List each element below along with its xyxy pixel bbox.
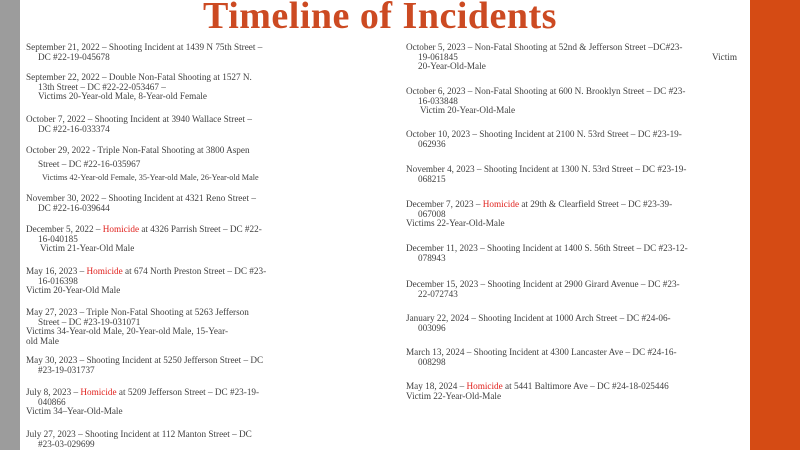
incident-line: November 4, 2023 – Shooting Incident at 1300 N. 53rd Street – DC #23-19- xyxy=(406,164,687,174)
victim-info: Victims 34-Year-old Male, 20-Year-old Male, 15-Year- xyxy=(26,326,229,337)
incident-line: May 27, 2023 – Triple Non-Fatal Shooting at 5263 Jefferson xyxy=(26,307,249,317)
incident-entry xyxy=(406,244,742,263)
dc-number: 16-016398 xyxy=(38,275,78,286)
victim-info: Victim 34–Year-Old-Male xyxy=(26,406,123,417)
incident-line: Street – DC #22-16-035967 xyxy=(38,158,141,169)
incident-entry xyxy=(406,314,742,333)
incident-date: December 5, 2022 – xyxy=(26,224,103,234)
incident-entry xyxy=(406,200,742,229)
left-accent-bar xyxy=(0,0,20,450)
incident-line: January 22, 2024 – Shooting Incident at 1000 Arch Street – DC #24-06- xyxy=(406,313,671,323)
incident-line: December 11, 2023 – Shooting Incident at 1400 S. 56th Street – DC #23-12- xyxy=(406,243,688,253)
incident-entry xyxy=(26,388,324,417)
dc-number: 068215 xyxy=(418,173,446,184)
incident-entry xyxy=(26,73,324,102)
homicide-label: Homicide xyxy=(466,381,503,391)
dc-number: 16-033848 xyxy=(418,95,458,106)
dc-number: 16-040185 xyxy=(38,233,78,244)
incident-entry xyxy=(26,356,324,375)
dc-number: 19-061845 xyxy=(418,51,458,62)
right-accent-bar xyxy=(750,0,800,450)
incident-date: May 16, 2023 – xyxy=(26,266,87,276)
incident-entry xyxy=(26,146,324,183)
incident-entry xyxy=(406,382,742,401)
victim-info: Victims 22-Year-Old-Male xyxy=(406,218,505,229)
incident-entry xyxy=(26,267,324,296)
victim-info: Victim 20-Year-Old-Male xyxy=(420,105,516,116)
homicide-label: Homicide xyxy=(482,199,520,209)
incident-entry xyxy=(406,280,742,299)
incident-line: October 29, 2022 - Triple Non-Fatal Shooting at 3800 Aspen xyxy=(26,145,250,155)
victim-info: old Male xyxy=(26,335,59,346)
incident-line: October 5, 2023 – Non-Fatal Shooting at 52nd & Jefferson Street –DC#23- xyxy=(406,42,683,52)
incident-entry xyxy=(26,430,324,449)
incident-line: October 10, 2023 – Shooting Incident at 2100 N. 53rd Street – DC #23-19- xyxy=(406,129,682,139)
victim-info: Victim 22-Year-Old-Male xyxy=(406,390,502,401)
incident-line: September 21, 2022 – Shooting Incident at 1439 N 75th Street – xyxy=(26,42,263,52)
incident-date: May 18, 2024 – xyxy=(406,381,467,391)
incident-line: July 27, 2023 – Shooting Incident at 112 Manton Street – DC xyxy=(26,429,252,439)
victim-info: Victim 21-Year-Old Male xyxy=(40,243,135,254)
incident-line: September 22, 2022 – Double Non-Fatal Shooting at 1527 N. xyxy=(26,72,252,82)
incident-entry xyxy=(406,165,742,184)
incident-line: October 6, 2023 – Non-Fatal Shooting at 600 N. Brooklyn Street – DC #23- xyxy=(406,86,686,96)
incident-entry xyxy=(26,194,324,213)
incident-entry xyxy=(26,115,324,134)
incident-line xyxy=(406,53,742,63)
victim-label: Victim xyxy=(712,51,737,62)
dc-number: 040866 xyxy=(38,396,66,407)
victim-info: Victims 20-Year-old Male, 8-Year-old Female xyxy=(38,91,207,102)
incident-location: at 674 North Preston Street – DC #23- xyxy=(122,266,267,276)
incident-location: at 4326 Parrish Street – DC #22- xyxy=(139,224,262,234)
incident-location: at 5441 Baltimore Ave – DC #24-18-025446 xyxy=(502,381,669,391)
dc-number: 008298 xyxy=(418,356,446,367)
incident-line: October 7, 2022 – Shooting Incident at 3940 Wallace Street – xyxy=(26,114,252,124)
incident-line: November 30, 2022 – Shooting Incident at 4321 Reno Street – xyxy=(26,193,256,203)
dc-number: 003096 xyxy=(418,322,446,333)
incident-line: 13th Street – DC #22-22-053467 – xyxy=(38,81,166,92)
incident-entry xyxy=(26,308,324,346)
dc-number: #23-19-031737 xyxy=(38,364,95,375)
incident-line xyxy=(26,388,324,398)
victim-info: Victims 42-Year-old Female, 35-Year-old Male, 26-Year-old Male xyxy=(42,173,259,183)
incident-line: March 13, 2024 – Shooting Incident at 4300 Lancaster Ave – DC #24-16- xyxy=(406,347,677,357)
incident-entry xyxy=(26,225,324,254)
dc-number: 067008 xyxy=(418,208,446,219)
incident-line: May 30, 2023 – Shooting Incident at 5250 Jefferson Street – DC xyxy=(26,355,264,365)
dc-number: DC #22-16-039644 xyxy=(38,202,110,213)
dc-number: #23-03-029699 xyxy=(38,438,95,449)
slide-title: Timeline of Incidents xyxy=(203,0,557,37)
incident-line: December 15, 2023 – Shooting Incident at 2900 Girard Avenue – DC #23- xyxy=(406,279,680,289)
dc-number: Street – DC #23-19-031071 xyxy=(38,316,141,327)
dc-number: DC #22-16-033374 xyxy=(38,123,110,134)
homicide-label: Homicide xyxy=(102,224,140,234)
incident-location: at 5209 Jefferson Street – DC #23-19- xyxy=(116,387,260,397)
incident-entry xyxy=(406,87,742,116)
incident-entry xyxy=(406,130,742,149)
incident-entry xyxy=(406,43,742,72)
dc-number: 22-072743 xyxy=(418,288,458,299)
homicide-label: Homicide xyxy=(86,266,123,276)
incident-entry xyxy=(406,348,742,367)
incident-entry xyxy=(26,43,324,62)
homicide-label: Homicide xyxy=(80,387,117,397)
victim-info: 20-Year-Old-Male xyxy=(418,61,486,72)
incident-date: July 8, 2023 – xyxy=(26,387,81,397)
incident-line xyxy=(406,200,742,210)
incident-location: at 29th & Clearfield Street – DC #23-39- xyxy=(519,199,673,209)
dc-number: 078943 xyxy=(418,252,446,263)
incident-date: December 7, 2023 – xyxy=(406,199,483,209)
dc-number: DC #22-19-045678 xyxy=(38,51,110,62)
victim-info: Victim 20-Year-Old Male xyxy=(26,285,121,296)
dc-number: 062936 xyxy=(418,138,446,149)
